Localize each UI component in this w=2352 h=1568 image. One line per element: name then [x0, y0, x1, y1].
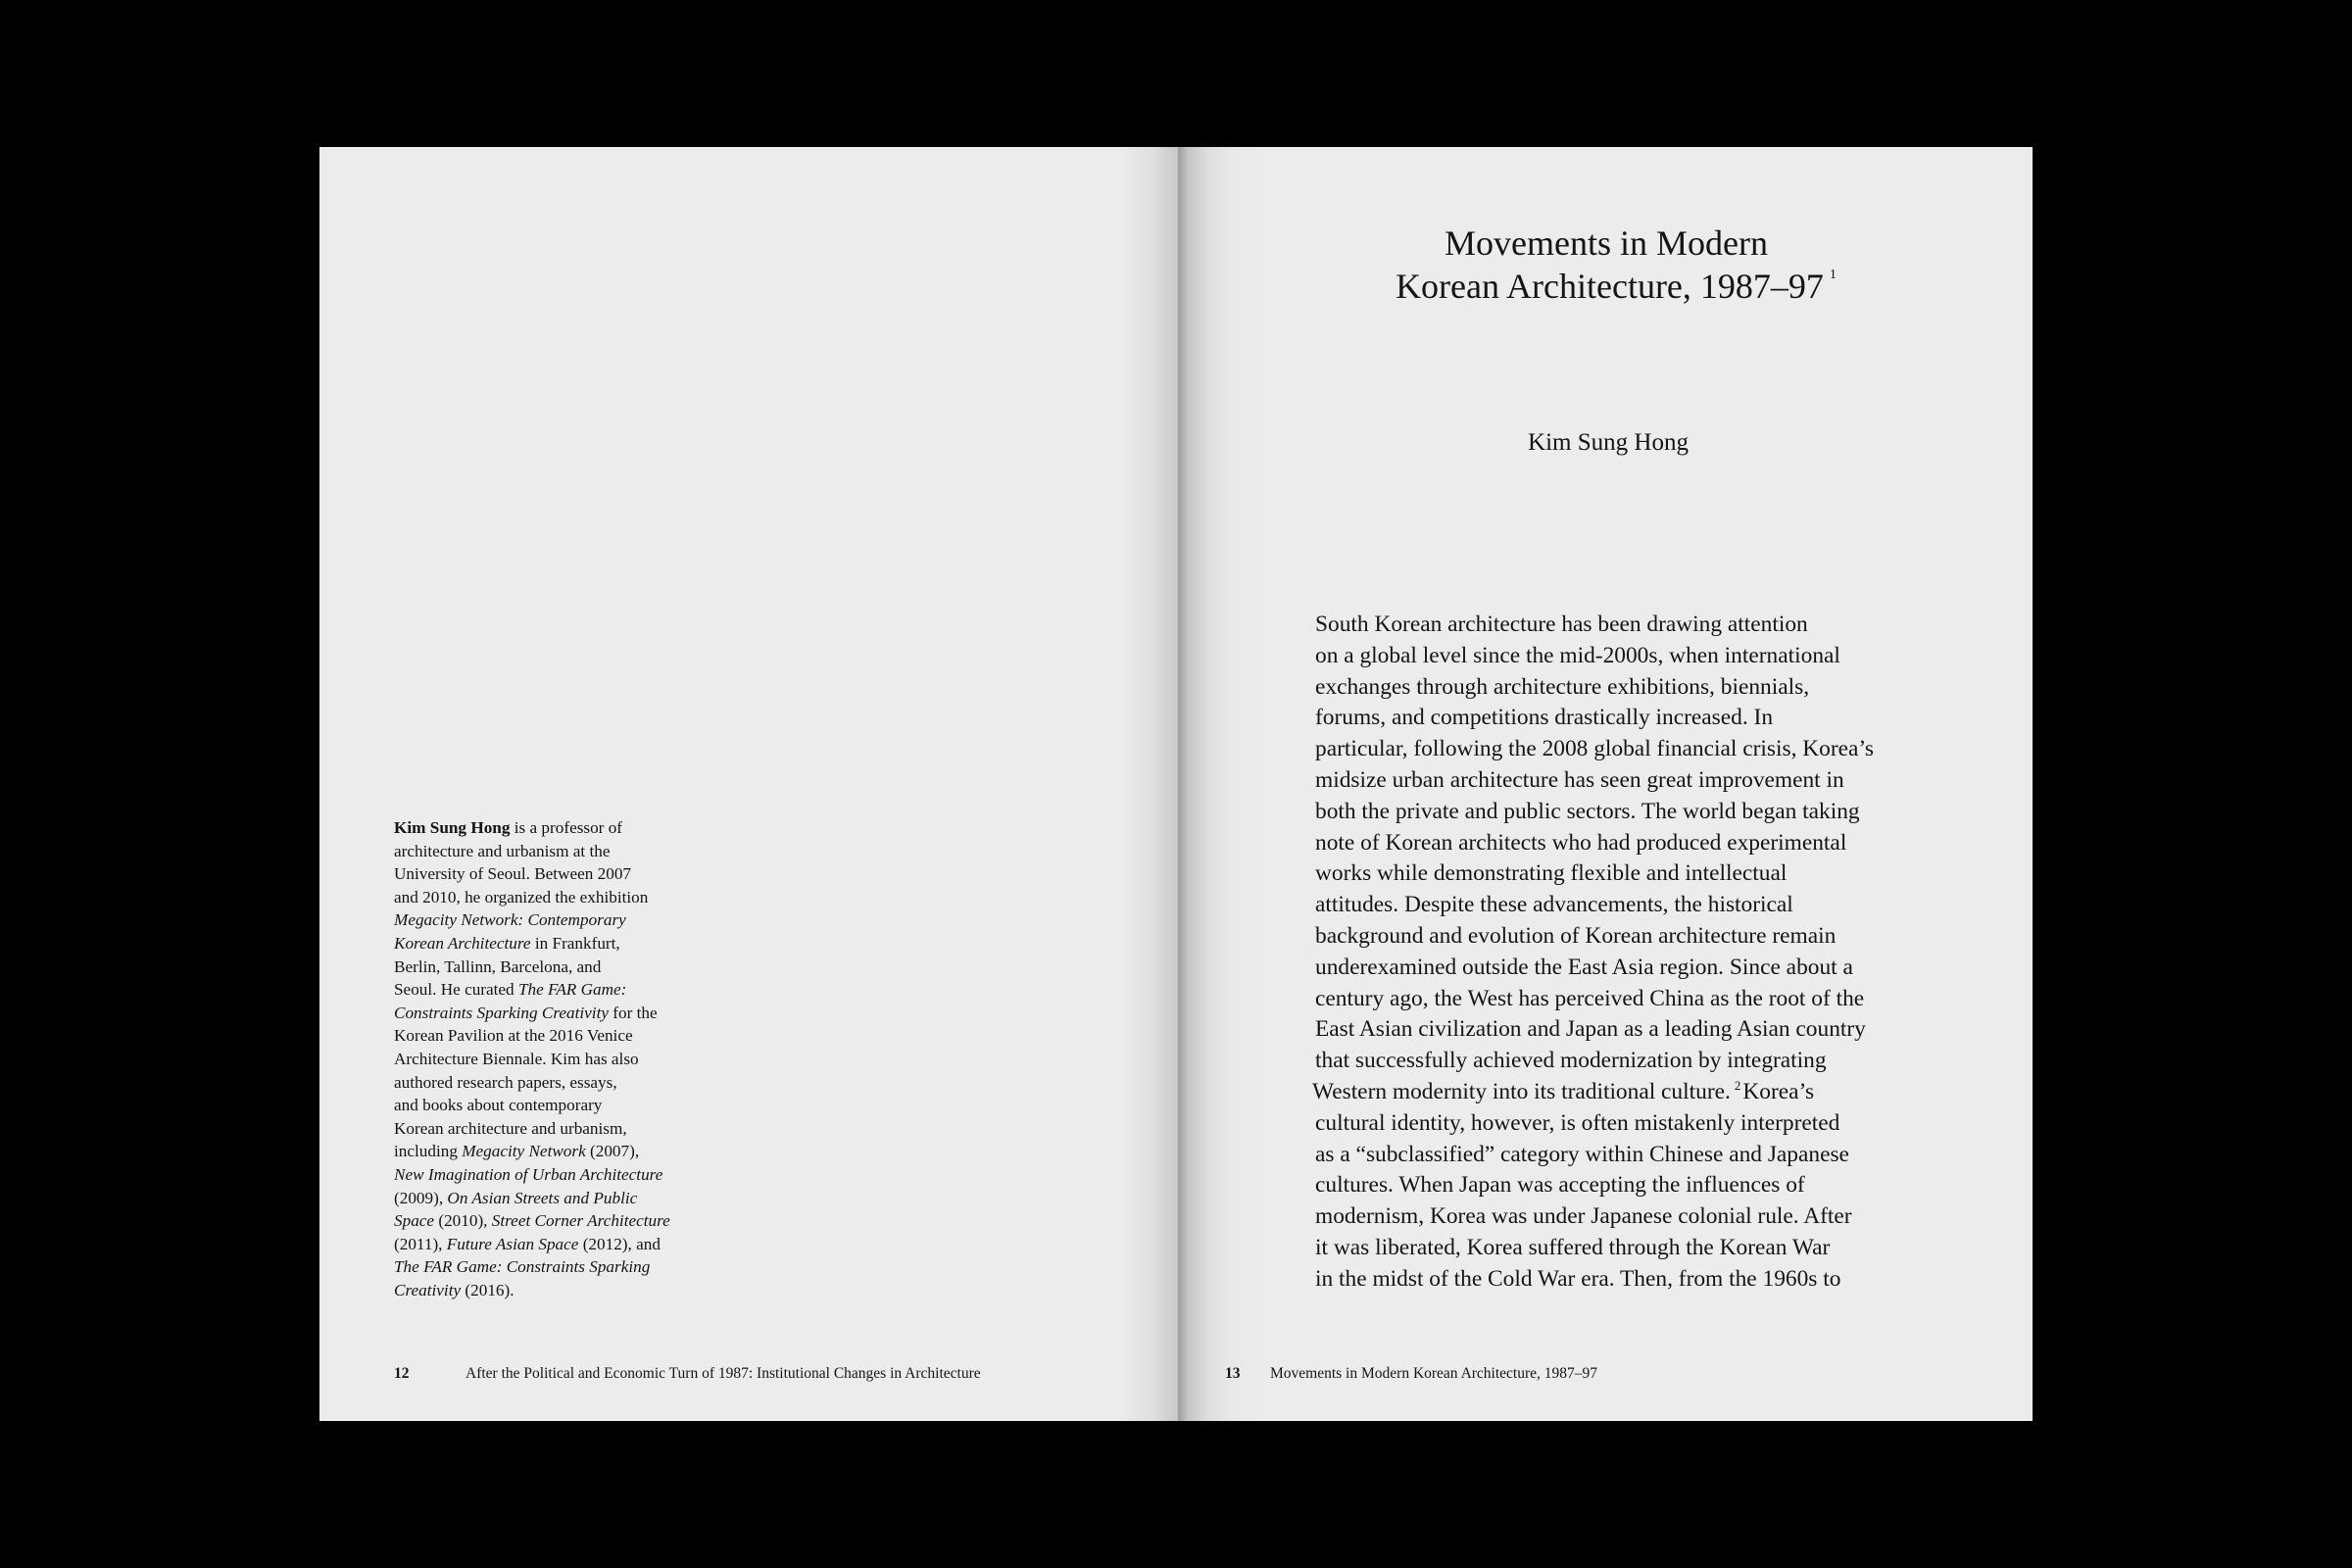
body-line: East Asian civilization and Japan as a leading Asian country: [1315, 1016, 1866, 1043]
bio-line: and books about contemporary: [394, 1096, 603, 1115]
body-line: cultural identity, however, is often mistakenly interpreted: [1315, 1109, 1840, 1136]
bio-line: The FAR Game: Constraints Sparking: [394, 1257, 651, 1277]
body-line: exchanges through architecture exhibitions, biennials,: [1315, 673, 1810, 700]
bio-line: Creativity (2016).: [394, 1280, 514, 1299]
page-number-right: 13: [1225, 1365, 1241, 1382]
running-head-left: After the Political and Economic Turn of 1987: Institutional Changes in Architecture: [466, 1365, 981, 1382]
body-line: as a “subclassified” category within Chinese and Japanese: [1315, 1141, 1849, 1167]
bio-line: architecture and urbanism at the: [394, 841, 611, 860]
bio-line: Architecture Biennale. Kim has also: [394, 1049, 639, 1068]
bio-line: Korean architecture and urbanism,: [394, 1118, 627, 1138]
bio-line: New Imagination of Urban Architecture: [394, 1164, 663, 1184]
bio-line: Korean Architecture in Frankfurt,: [394, 933, 620, 953]
body-line: background and evolution of Korean architecture remain: [1315, 922, 1837, 949]
body-line: forums, and competitions drastically increased. In: [1315, 705, 1774, 731]
footnote-marker: 1: [1829, 268, 1837, 282]
bio-line: Constraints Sparking Creativity for the: [394, 1003, 658, 1022]
bio-line: Space (2010), Street Corner Architecture: [394, 1211, 670, 1231]
body-line: modernism, Korea was under Japanese colonial rule. After: [1315, 1203, 1852, 1230]
chapter-author: Kim Sung Hong: [1528, 429, 1689, 456]
bio-author-name: Kim Sung Hong: [394, 818, 511, 837]
chapter-title: [1178, 221, 2033, 308]
author-bio: [394, 816, 717, 1301]
body-line: on a global level since the mid-2000s, when international: [1315, 642, 1840, 668]
chapter-title-line-1: Movements in Modern: [1445, 223, 1768, 263]
bio-line: (2011), Future Asian Space (2012), and: [394, 1234, 661, 1253]
left-page: [319, 147, 1178, 1421]
body-text: [1312, 610, 2001, 1296]
bio-line: Berlin, Tallinn, Barcelona, and: [394, 956, 602, 976]
body-line: it was liberated, Korea suffered through the Korean War: [1315, 1234, 1831, 1260]
body-line: note of Korean architects who had produced experimental: [1315, 829, 1847, 856]
body-line: underexamined outside the East Asia region. Since about a: [1315, 954, 1853, 980]
right-page: [1178, 147, 2033, 1421]
page-number-left: 12: [394, 1365, 410, 1382]
bio-line: authored research papers, essays,: [394, 1072, 617, 1092]
bio-line: (2009), On Asian Streets and Public: [394, 1188, 638, 1207]
bio-line: including Megacity Network (2007),: [394, 1142, 640, 1161]
body-line: that successfully achieved modernization by integrating: [1315, 1048, 1827, 1074]
body-line: Western modernity into its traditional culture. $^2$Korea’s: [1312, 1077, 1815, 1104]
body-line: South Korean architecture has been drawing attention: [1315, 612, 1808, 637]
body-line: in the midst of the Cold War era. Then, from the 1960s to: [1315, 1265, 1841, 1292]
body-line: cultures. When Japan was accepting the influences of: [1315, 1172, 1805, 1199]
bio-line: Seoul. He curated The FAR Game:: [394, 980, 627, 1000]
body-line: particular, following the 2008 global financial crisis, Korea’s: [1315, 736, 1875, 762]
bio-line: Kim Sung Hong is a professor of: [394, 818, 623, 837]
footnote-marker: 2: [1734, 1077, 1741, 1093]
body-line: both the private and public sectors. The world began taking: [1315, 798, 1860, 824]
bio-line: and 2010, he organized the exhibition: [394, 887, 649, 906]
bio-line: Korean Pavilion at the 2016 Venice: [394, 1026, 633, 1046]
book-spread: [319, 147, 2033, 1421]
body-line: attitudes. Despite these advancements, the historical: [1315, 892, 1793, 918]
body-line: midsize urban architecture has seen great improvement in: [1315, 766, 1844, 793]
running-head-right: Movements in Modern Korean Architecture, 1987–97: [1270, 1365, 1598, 1382]
body-line: works while demonstrating flexible and intellectual: [1315, 860, 1788, 887]
body-line: century ago, the West has perceived China as the root of the: [1315, 985, 1865, 1011]
chapter-title-line-2: Korean Architecture, 1987–97 $^1$: [1396, 267, 1837, 306]
bio-line: Megacity Network: Contemporary: [394, 910, 626, 930]
bio-line: University of Seoul. Between 2007: [394, 864, 632, 884]
